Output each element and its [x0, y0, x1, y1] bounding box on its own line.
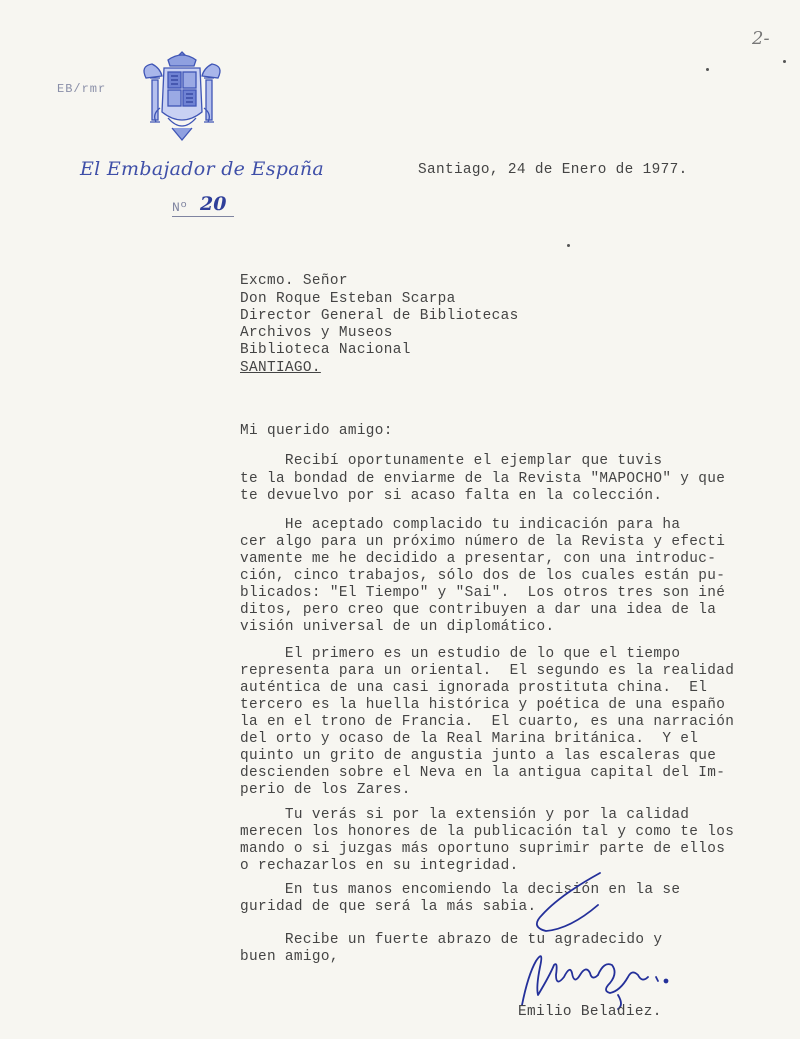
body-line: merecen los honores de la publicación tal y como te los	[240, 824, 735, 840]
addressee-line: Archivos y Museos	[240, 325, 393, 341]
body-line: En tus manos encomiendo la decisión en la se	[240, 882, 681, 898]
body-line: te devuelvo por si acaso falta en la colección.	[240, 488, 663, 504]
body-line: visión universal de un diplomático.	[240, 619, 555, 635]
body-line: El primero es un estudio de lo que el tiempo	[240, 646, 681, 662]
body-line: ditos, pero creo que contribuyen a dar una idea de la	[240, 602, 717, 618]
coat-of-arms-icon	[138, 48, 226, 144]
ink-speck	[706, 68, 709, 71]
reference-code: EB/rmr	[57, 82, 107, 96]
letter-date: Santiago, 24 de Enero de 1977.	[418, 162, 688, 178]
handwritten-signature	[500, 865, 700, 1010]
body-line: o rechazarlos en su integridad.	[240, 858, 519, 874]
page-number-mark: 2-	[752, 28, 770, 49]
body-line: Tu verás si por la extensión y por la calidad	[240, 807, 690, 823]
ambassador-title: El Embajador de España	[80, 158, 325, 180]
body-line: blicados: "El Tiempo" y "Sai". Los otros tres son iné	[240, 585, 726, 601]
body-line: guridad de que será la más sabia.	[240, 899, 537, 915]
body-line: buen amigo,	[240, 949, 339, 965]
body-line: tercero es la huella histórica y poética de una españo	[240, 697, 726, 713]
salutation: Mi querido amigo:	[240, 423, 393, 439]
body-line: ción, cinco trabajos, sólo dos de los cuales están pu-	[240, 568, 726, 584]
number-label: Nº	[172, 200, 188, 215]
body-line: descienden sobre el Neva en la antigua capital del Im-	[240, 765, 726, 781]
body-line: auténtica de una casi ignorada prostituta china. El	[240, 680, 708, 696]
number-value: 20	[200, 193, 227, 215]
addressee-line: Don Roque Esteban Scarpa	[240, 291, 456, 307]
body-line: Recibí oportunamente el ejemplar que tuvis	[240, 453, 663, 469]
addressee-line: Director General de Bibliotecas	[240, 308, 519, 324]
body-line: He aceptado complacido tu indicación para ha	[240, 517, 681, 533]
body-line: la en el trono de Francia. El cuarto, es una narración	[240, 714, 735, 730]
number-underline	[172, 216, 234, 217]
body-line: Recibe un fuerte abrazo de tu agradecido y	[240, 932, 663, 948]
body-line: quinto un grito de angustia junto a las escaleras que	[240, 748, 717, 764]
ink-speck	[783, 60, 786, 63]
addressee-line: Biblioteca Nacional	[240, 342, 411, 358]
body-line: perio de los Zares.	[240, 782, 411, 798]
addressee-city: SANTIAGO.	[240, 360, 321, 376]
ink-speck	[567, 244, 570, 247]
addressee-line: Excmo. Señor	[240, 273, 348, 289]
body-line: te la bondad de enviarme de la Revista "MAPOCHO" y que	[240, 471, 726, 487]
body-line: mando o si juzgas más oportuno suprimir parte de ellos	[240, 841, 726, 857]
body-line: vamente me he decidido a presentar, con una introduc-	[240, 551, 717, 567]
body-line: representa para un oriental. El segundo es la realidad	[240, 663, 735, 679]
body-line: del orto y ocaso de la Real Marina británica. Y el	[240, 731, 699, 747]
signature-name: Emilio Beladiez.	[518, 1004, 662, 1020]
body-line: cer algo para un próximo número de la Revista y efecti	[240, 534, 726, 550]
